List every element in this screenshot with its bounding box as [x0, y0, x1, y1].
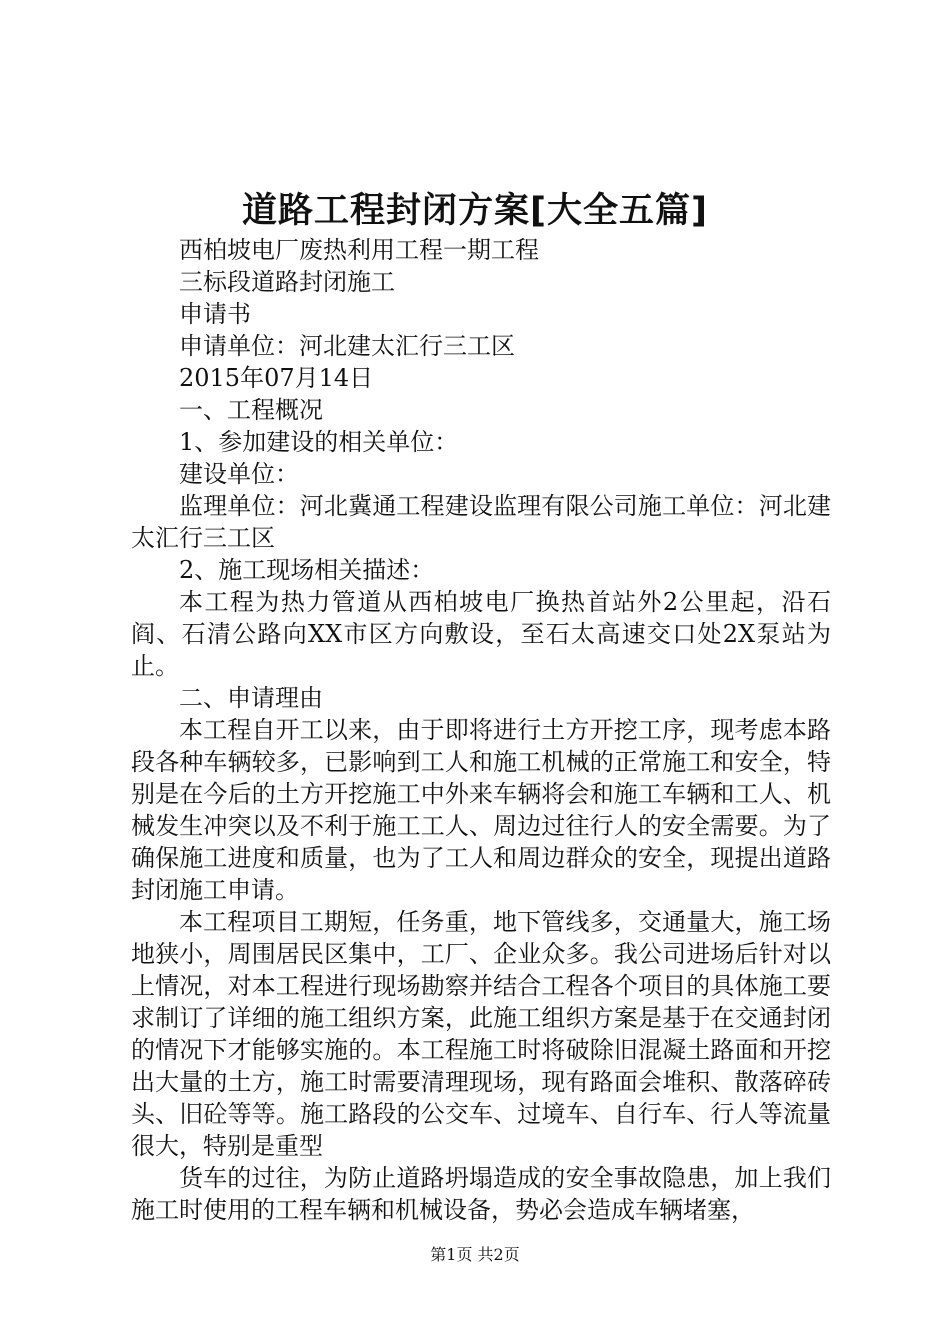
paragraph: 2、施工现场相关描述： [179, 556, 435, 584]
document-body [131, 234, 831, 1226]
document-title: 道路工程封闭方案[大全五篇] [242, 191, 708, 231]
paragraph: 一、工程概况 [179, 396, 323, 424]
paragraph: 二、申请理由 [179, 684, 323, 712]
paragraph: 申请单位：河北建太汇行三工区 [179, 332, 515, 360]
paragraph: 本工程为热力管道从西柏坡电厂换热首站外2公里起，沿石阎、石清公路向XX市区方向敷设，至石太高速交口处2X泵站为止。 [131, 588, 831, 680]
paragraph: 西柏坡电厂废热利用工程一期工程 [179, 236, 539, 264]
paragraph: 建设单位： [179, 460, 299, 488]
paragraph: 申请书 [179, 300, 251, 328]
paragraph: 1、参加建设的相关单位： [179, 428, 459, 456]
paragraph: 2015年07月14日 [179, 364, 374, 392]
paragraph: 监理单位：河北冀通工程建设监理有限公司施工单位：河北建太汇行三工区 [131, 492, 831, 552]
paragraph: 本工程自开工以来，由于即将进行土方开挖工序，现考虑本路段各种车辆较多，已影响到工人和施工机械的正常施工和安全，特别是在今后的土方开挖施工中外来车辆将会和施工车辆和工人、机械发生冲突以及不利于施工工人、周边过往行人的安全需要。为了确保施工进度和质量，也为了工人和周边群众的安全，现提出道路封闭施工申请。 [131, 716, 831, 904]
paragraph: 本工程项目工期短，任务重，地下管线多，交通量大，施工场地狭小，周围居民区集中，工厂、企业众多。我公司进场后针对以上情况，对本工程进行现场勘察并结合工程各个项目的具体施工要求制订了详细的施工组织方案，此施工组织方案是基于在交通封闭的情况下才能够实施的。本工程施工时将破除旧混凝土路面和开挖出大量的土方，施工时需要清理现场，现有路面会堆积、散落碎砖头、旧砼等等。施工路段的公交车、过境车、自行车、行人等流量很大，特别是重型 [131, 908, 831, 1160]
paragraph: 三标段道路封闭施工 [179, 268, 395, 296]
page-footer: 第1页 共2页 [430, 1245, 520, 1264]
paragraph: 货车的过往，为防止道路坍塌造成的安全事故隐患，加上我们施工时使用的工程车辆和机械设备，势必会造成车辆堵塞， [131, 1164, 831, 1224]
